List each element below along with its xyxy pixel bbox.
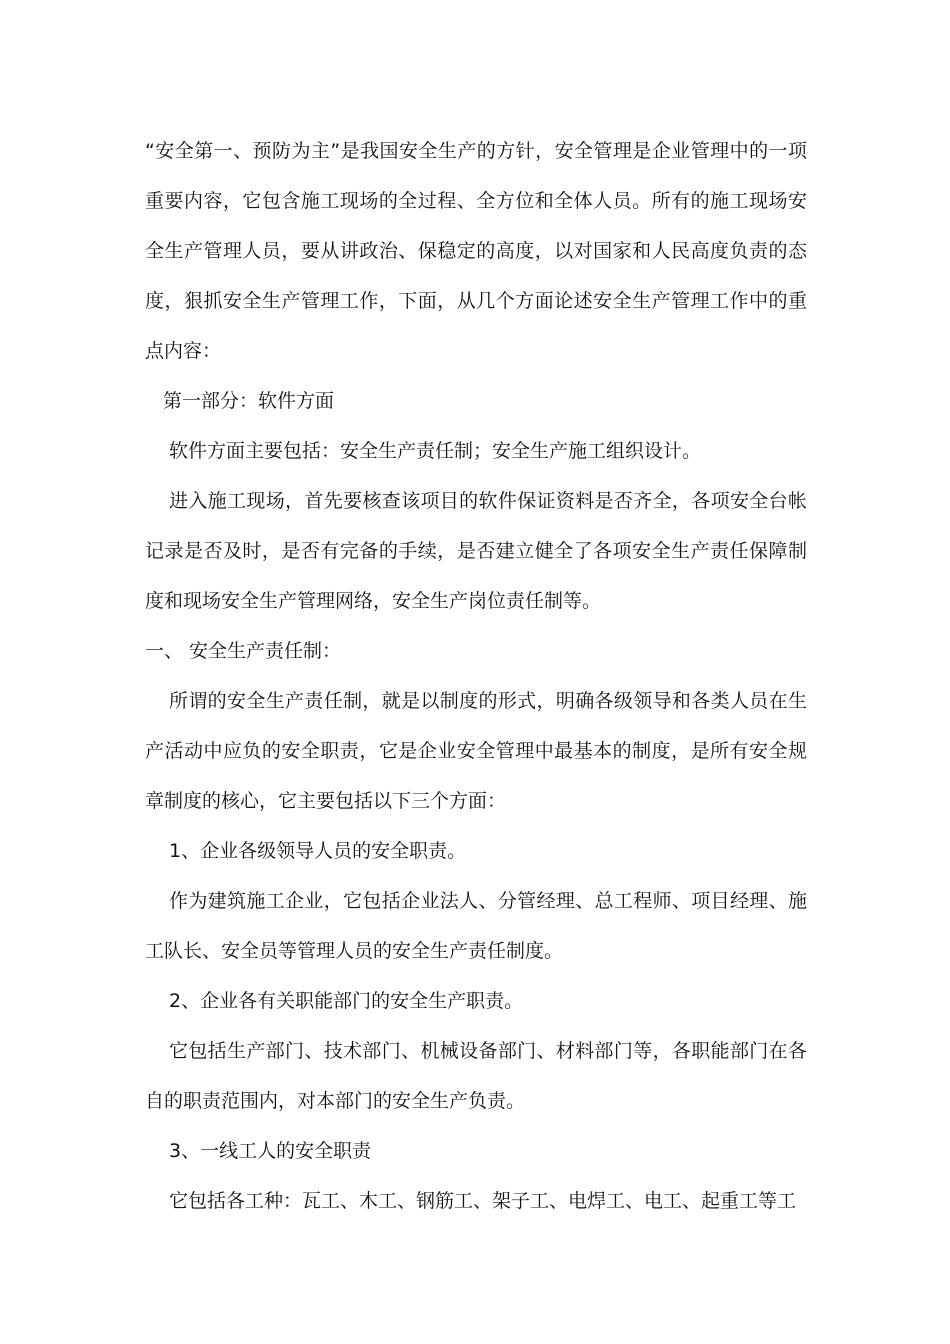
list-item-leaders: 1、企业各级领导人员的安全职责。	[169, 840, 467, 862]
paragraph-workers-detail: 它包括各工种：瓦工、木工、钢筋工、架子工、电焊工、电工、起重工等工	[169, 1190, 797, 1212]
paragraph-site-check: 进入施工现场，首先要核查该项目的软件保证资料是否齐全，各项安全台帐记录是否及时，是否有完备的手续，是否建立健全了各项安全生产责任保障制度和现场安全生产管理网络，安全生产岗位责任制等。	[145, 490, 807, 612]
paragraph-responsibility-definition: 所谓的安全生产责任制，就是以制度的形式，明确各级领导和各类人员在生产活动中应负的安全职责，它是企业安全管理中最基本的制度，是所有安全规章制度的核心，它主要包括以下三个方面：	[145, 690, 807, 812]
list-item-workers: 3、一线工人的安全职责	[169, 1140, 372, 1162]
list-item-departments: 2、企业各有关职能部门的安全生产职责。	[169, 990, 524, 1012]
intro-paragraph: “安全第一、预防为主”是我国安全生产的方针，安全管理是企业管理中的一项重要内容，它包含施工现场的全过程、全方位和全体人员。所有的施工现场安全生产管理人员，要从讲政治、保稳定的高度，以对国家和人民高度负责的态度，狠抓安全生产管理工作，下面，从几个方面论述安全生产管理工作中的重点内容：	[145, 140, 807, 362]
heading-responsibility-system: 一、 安全生产责任制：	[145, 640, 342, 662]
document-body	[145, 126, 807, 1226]
paragraph-software-scope: 软件方面主要包括：安全生产责任制；安全生产施工组织设计。	[169, 440, 702, 462]
paragraph-leaders-detail: 作为建筑施工企业，它包括企业法人、分管经理、总工程师、项目经理、施工队长、安全员等管理人员的安全生产责任制度。	[145, 890, 807, 962]
section-heading-software: 第一部分：软件方面	[163, 390, 335, 412]
paragraph-departments-detail: 它包括生产部门、技术部门、机械设备部门、材料部门等，各职能部门在各自的职责范围内，对本部门的安全生产负责。	[145, 1040, 807, 1112]
